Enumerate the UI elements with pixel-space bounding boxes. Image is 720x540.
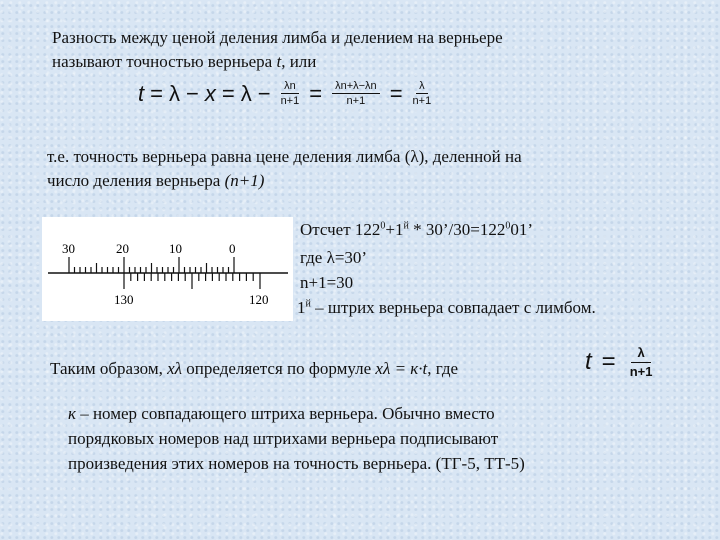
conclusion-c: , где [427,359,459,378]
fraction-3-den: n+1 [412,95,432,107]
formula2-t: t [585,348,592,375]
vernier-scale-figure [42,217,293,321]
fraction-3 [413,80,432,107]
formula-accuracy-short [585,345,656,379]
formula-eq: = [221,80,235,106]
fraction-2-den: n+1 [346,95,366,107]
statement-line-1: т.е. точность верньера равна цене деления лимба (λ), деленной на [47,147,522,166]
intro-line-1: Разность между ценой деления лимба и делением на верньере [52,28,503,47]
statement-line-2 [47,170,264,192]
intro-line-2 [52,51,316,73]
formula-minus: − [185,80,199,106]
formula-lambda: λ [168,80,180,106]
reading-sup: 0 [505,220,511,232]
reading-sup: й [403,220,409,232]
formula-lambda: λ [240,80,252,106]
reading-4-sup: й [305,298,311,310]
statement-italic: (n+1) [224,171,265,190]
reading-4-b: – штрих верньера совпадает с лимбом. [310,298,596,317]
conclusion-b: определяется по формуле [182,359,376,378]
formula-minus: − [257,80,271,106]
scale-label-120: 120 [249,292,269,307]
limb-ticks [124,273,260,289]
vernier-ticks [69,257,234,273]
conclusion-var: xλ [167,359,183,378]
conclusion-a: Таким образом, [50,359,168,378]
formula-eq: = [150,80,163,106]
formula2-den: n+1 [629,364,653,379]
formula-t: t [138,80,145,106]
formula-eq: = [389,80,403,106]
fraction-1-num: λn [281,80,299,94]
statement-line-2-text: число деления верньера [47,171,225,190]
reading-line-1 [300,220,533,240]
conclusion-line [50,358,458,380]
reading-text-d: 01’ [510,220,534,239]
scale-label-130: 130 [114,292,134,307]
reading-text-b: +1 [385,220,404,239]
final-line-3: произведения этих номеров на точность верньера. (ТГ-5, ТТ-5) [68,454,525,473]
scale-label-10: 10 [169,241,182,256]
fraction-3-num: λ [416,80,428,94]
reading-sup: 0 [380,220,386,232]
formula-accuracy [138,80,435,107]
final-line-1-text: – номер совпадающего штриха верньера. Обычно вместо [75,404,495,423]
intro-variable-t: t [276,52,282,71]
vernier-scale-svg [42,217,293,321]
formula-eq: = [309,80,323,106]
final-var-k: к [68,404,76,423]
intro-line-2-suffix: , или [281,52,317,71]
final-line-2: порядковых номеров над штрихами верньера подписывают [68,429,499,448]
intro-line-2-text: называют точностью верньера [52,52,277,71]
reading-4-a: 1 [297,298,306,317]
scale-label-20: 20 [116,241,129,256]
fraction-1-den: n+1 [280,95,300,107]
reading-line-3: n+1=30 [300,273,354,292]
reading-text-a: Отсчет 122 [300,220,381,239]
reading-text-c: * 30’/30=122 [408,220,506,239]
formula2-eq: = [601,348,616,375]
final-line-1 [68,403,495,425]
reading-line-4 [297,298,596,318]
formula-x: x [204,80,216,106]
conclusion-formula: xλ = к·t [375,359,428,378]
fraction-2-num: λn+λ−λn [332,80,380,94]
formula2-num: λ [631,345,650,363]
reading-line-2: где λ=30’ [300,248,368,267]
fraction-1 [281,80,300,107]
scale-label-0: 0 [229,241,236,256]
scale-label-30: 30 [62,241,75,256]
formula2-fraction [630,345,653,379]
fraction-2 [332,80,380,107]
